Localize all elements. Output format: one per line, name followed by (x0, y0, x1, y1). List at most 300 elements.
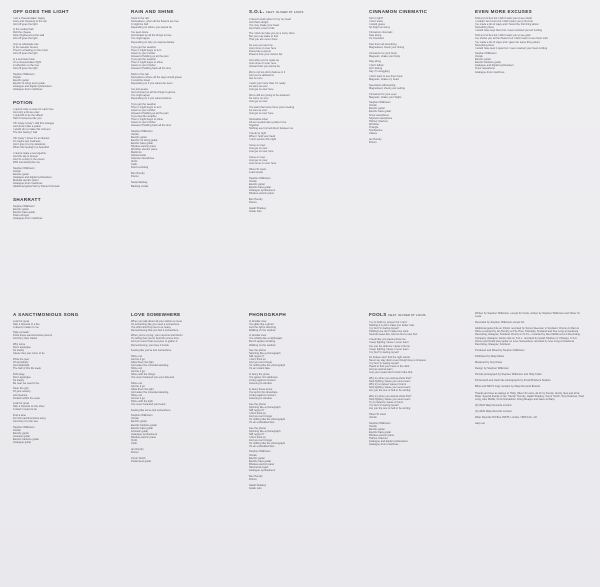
lyric-line: I would have kept it quiet but I never wanted your heart smiling (475, 46, 548, 50)
lyric-line: Just so wholesale role (13, 43, 39, 47)
lyric-line: Shine out (131, 393, 142, 397)
credit-line: Glockenspiel (131, 154, 146, 158)
lyric-line: You sprint into timeshare (249, 390, 278, 394)
credit-line: Cello (131, 163, 137, 167)
credit-line: Ian Hendry (131, 447, 144, 451)
liner-note: Mastered by Guy Davie (475, 361, 503, 365)
lyric-line: Come on over (249, 144, 266, 148)
column-3 (249, 9, 353, 213)
credit-line: Conor Smith (131, 457, 146, 461)
lyric-verse (131, 46, 235, 70)
lyric-line: A harp against moment (249, 393, 276, 397)
liner-note: Bibio and Will Hi rings remains by Warp Records Brands. (475, 385, 541, 389)
lyric-line: It's nothing like the phonograph (249, 417, 286, 421)
lyric-verse (131, 320, 235, 332)
song-title: PHONOGRAPH (249, 312, 287, 317)
lyric-line: Cinnamon for your eyes (369, 92, 397, 96)
lyric-line: Look for great (13, 319, 30, 323)
lyric-verse (369, 43, 473, 49)
lyric-line: And that's a fact of life (249, 26, 275, 30)
liner-note: Portrait photograph by Stephen Wilkinson and Holly Fuller (475, 373, 542, 377)
lyric-line: Listening to window (249, 397, 272, 400)
credit-line: Electric guitar (369, 428, 385, 432)
lyric-line: And off goes the light (13, 37, 38, 41)
credit-line: Electric guitar (13, 431, 29, 435)
lyric-line: I am a cheesemaker, happy (13, 16, 45, 20)
lyric-line: If you got the weather (131, 58, 157, 62)
lyric-line: Listen to your brother (131, 120, 156, 124)
credit-line: Additional guitar/ bar by Daniel Cornwell (13, 184, 60, 188)
credit-line: Stephen Wilkinson (249, 450, 271, 454)
lyric-line: Bunch apples smoking (249, 340, 276, 344)
credit-line: Modular electric piano (13, 178, 39, 182)
lyric-line: Come on over (249, 155, 266, 159)
lyric-verse (131, 73, 235, 85)
credit-line: Vocals (369, 424, 377, 428)
credit-line: Wurlitzer electric piano (131, 147, 158, 151)
lyric-line: And off goes the light (13, 52, 38, 56)
credit-line: Rhodes electric piano (249, 191, 275, 195)
lyric-line: Half of someone like you (13, 116, 42, 120)
lyric-line: The lost feeling I had (13, 131, 38, 135)
lyric-line: And the sky is forever (13, 154, 39, 158)
lyric-line: The half of this life week (13, 366, 41, 370)
lyric-line: It wasn't meant to be (13, 408, 37, 412)
lyric-line: When you're crying, your neurons and bloom (131, 334, 183, 338)
lyric-line: I keep fighting 'cause I never learn (369, 347, 409, 351)
lyric-line: And you can't forget (249, 438, 273, 442)
lyric-line: Depending on if you wanna believe (131, 97, 172, 101)
lyric-line: And you can't forget (249, 361, 273, 365)
lyric-line: Are you the one to hell or be sorting (369, 389, 411, 393)
lyric-line: It's something like you need a somewhere (131, 322, 180, 326)
lyric-verse (13, 152, 117, 164)
lyric-verse (131, 88, 235, 100)
lyric-verse (369, 75, 473, 81)
lyric-line: Listen to your mother (131, 52, 156, 56)
lyric-line: Roll the cheese (13, 31, 31, 35)
lyric-line: I try but I'm feeling myself (369, 404, 399, 408)
credit-line: Electric guitar (369, 107, 385, 111)
credit-line: Piano stringer (13, 214, 30, 218)
lyric-line: Depending on if you wanna be seen (131, 82, 173, 86)
lyric-verse (249, 349, 353, 370)
lyric-line: I try but I'm feeling myself (369, 362, 399, 366)
lyric-line: Why try when you wanna shoot first? (369, 377, 412, 381)
lyric-line: A reflection on the tree (13, 63, 40, 67)
lyric-line: Sort it right? (369, 16, 384, 20)
credit-line: Vocals (369, 104, 377, 108)
lyric-line: For this sanctimonious song (13, 416, 46, 420)
song-title: EVEN MORE EXCUSES (475, 9, 533, 14)
credit-line: Electric bass guitar (369, 431, 392, 435)
lyric-line: There's a floating on the moon (13, 49, 49, 53)
lyric-line: And let it go (131, 357, 145, 361)
lyric-line: And bury their claims (13, 337, 38, 341)
lyric-line: I don't think so (249, 411, 266, 415)
liner-note: Warp Records PO Box 25378, London, NW5 1GL, UK (475, 415, 538, 419)
lyric-line: And let it go (131, 397, 145, 400)
credit-line: Electric guitar (13, 208, 29, 212)
lyric-line: Sow them all something (369, 43, 397, 47)
lyric-line: Steer the grip (13, 387, 29, 391)
lyric-verse (249, 106, 353, 115)
lyric-verse (249, 388, 353, 400)
lyric-line: We're not too old to believe in it (249, 70, 286, 74)
lyric-line: See the phono (249, 349, 266, 353)
lyric-verse (369, 60, 473, 72)
lyric-line: Listening to window (249, 382, 272, 386)
lyric-line: It's nothing like the phonograph (249, 364, 286, 368)
lyric-line: Cause they can come to be (13, 352, 45, 356)
credit-line: Rhodes electric piano (131, 435, 157, 439)
lyric-verse (13, 358, 117, 370)
credit-line: Electric guitar (475, 58, 491, 62)
lyric-line: I can't survive this night (249, 138, 277, 142)
lyric-line: Dress like a stymie (249, 50, 271, 54)
liner-note: Written by Stephen Wilkinson, except for Fools, written by Stephen Wilkinson and Oliver St Louis. (475, 312, 580, 319)
lyric-line: You might agree (131, 37, 150, 41)
credit-line: Analogue and digital synthesisers (13, 84, 52, 88)
lyric-line: Be near we need to be (13, 381, 40, 385)
lyric-line: I don't think so (249, 435, 266, 439)
lyric-line: Skin a firework or a fire (13, 322, 40, 326)
lyric-line: I could lift to be the silliest (13, 113, 43, 117)
lyric-verse (131, 382, 235, 406)
lyric-line: Pride the peer (13, 357, 30, 361)
lyric-line: Stop fighting 'cause you never learn (369, 398, 411, 401)
lyric-verse (13, 17, 117, 26)
lyric-line: Then it might begin to turn (131, 49, 162, 53)
lyric-line: And only a bit we enter (13, 110, 40, 114)
lyric-line: See the phono (249, 426, 266, 430)
credit-line: Lead vocals (249, 170, 263, 174)
lyric-line: Instead how you wanna be (249, 64, 280, 68)
lyric-verse (369, 338, 473, 353)
lyric-line: Something there (475, 25, 495, 29)
lyric-line: Magnetic, shake your body (369, 54, 401, 58)
column-8 (249, 312, 353, 490)
lyric-line: You may shake your head (249, 23, 279, 27)
lyric-line: It could be loved (131, 79, 150, 83)
lyric-line: It doesn't matter to me (13, 325, 39, 329)
credit-line: Electric guitar (249, 456, 265, 460)
credit-line: Vocals (249, 179, 257, 183)
credit-line: Electric bass guitar (249, 459, 272, 463)
lyric-line: Starting it is don't make one better man (369, 323, 415, 327)
credit-line: Analogue synthesisers (249, 188, 276, 192)
credit-line: Analogue guitar (13, 440, 32, 444)
lyric-line: Somewhere, when all the flowers are free (131, 19, 179, 23)
lyric-verse (249, 82, 353, 91)
lyric-verse (249, 94, 353, 103)
lyric-line: I cannot write a verse for each time (13, 107, 54, 111)
credit-line: Vocals (249, 453, 257, 457)
lyric-line: You never believed you heard (131, 403, 166, 407)
lyric-verse (249, 403, 353, 424)
lyric-line: And it's a drop in the ocean (13, 157, 45, 161)
lyric-line: Don't apologise (13, 346, 31, 350)
lyric-verse (13, 331, 117, 340)
credit-line: Hohner Clavinet (369, 119, 388, 123)
lyric-line: In familiar view (249, 319, 267, 323)
lyric-line: I would do no make this moment (13, 128, 51, 132)
lyric-line: Still regret it? (249, 432, 265, 436)
lyric-line: Shine out (131, 354, 142, 358)
lyric-line: Magnetic, shake your thighs (369, 95, 402, 99)
lyric-line: I want your more than I'm ready (249, 82, 286, 86)
credit-line: Electric baritone guitar (475, 61, 501, 65)
lyric-line: Together (249, 123, 260, 127)
lyric-line: Sounds sweet like cold ice find a new hurt (369, 332, 418, 336)
liner-note: Thanks and love as always to Holly, Oliver St Louis, all of my friends, family, fans and all at Warp. Special thanks to Ian "Vandy" Hendry, Isaiah Sharkey, Conor Smith, Tony Dudman, Paul Long, Alex Moffat, Chris Donaldson, Doug Meagre and Dave at Warp. (475, 391, 584, 401)
credit-line: Analogue drum machines (13, 87, 43, 91)
lyric-verse (369, 93, 473, 99)
credit-line: Drums (369, 140, 377, 144)
lyric-line: See the phono (249, 402, 266, 406)
lyric-line: Of your anxiety (13, 390, 31, 394)
lyric-verse (249, 18, 353, 30)
lyric-line: With somebody like me (13, 161, 40, 165)
credit-line: Analogue and digital synthesisers (475, 64, 514, 68)
lyric-line: And when you're made up (249, 58, 280, 62)
lyric-line: Instead of holding back all the time (131, 124, 172, 128)
lyric-line: But you may wake to find (249, 35, 279, 39)
credit-line: Tambourine (369, 128, 383, 132)
credit-line: Pedal steel guitar (131, 460, 152, 464)
credit-line: Oliver St Louis (249, 167, 266, 171)
lyric-line: It feels so right (249, 132, 266, 136)
lyric-line: I cannot make a tea together (13, 151, 47, 155)
lyric-line: Just come on over here (249, 161, 277, 165)
lyric-line: Magnetic, shake my head (369, 78, 399, 82)
song-title (249, 9, 353, 16)
lyric-line: It's cinematic (369, 37, 384, 41)
credit-line: Electric guitar (13, 78, 29, 82)
credit-line: Vocals (131, 417, 139, 421)
lyric-line: It's nothing like the phonograph (249, 441, 286, 445)
lyric-line: It might be half (131, 22, 149, 26)
lyric-line: Just get on over (249, 158, 268, 162)
lyric-line: On a cheesemaker flight (13, 60, 42, 64)
lyric-line: So even you and me (249, 44, 273, 48)
liner-note: Published by Warp Music (475, 354, 505, 358)
lyric-line: Are you the one to hell or be sorting (369, 407, 411, 411)
lyric-line: When I hold your hand (249, 135, 276, 139)
lyric-line: Remembering, you have it inside (131, 343, 169, 347)
lyric-line: In fancy these tunes (249, 387, 273, 391)
lyric-line: Ain't ticking (369, 66, 383, 70)
credit-line: Isaiah Sharkey (249, 207, 267, 211)
credit-line: Stephen Wilkinson (131, 414, 153, 418)
lyric-line: And you're allowed to (249, 73, 274, 77)
lyric-line: And off goes the light (13, 67, 38, 71)
credit-line: Stephen Wilkinson (13, 72, 35, 76)
lyric-verse (13, 137, 117, 149)
column-2 (131, 9, 235, 188)
lyric-verse (249, 44, 353, 56)
credit-line: Ian Hendry (369, 137, 382, 141)
lyric-line: And you can't forget (249, 414, 273, 418)
lyric-verse (369, 356, 473, 374)
credit-line: Vocals (13, 75, 21, 79)
credit-line: Violin (131, 160, 138, 164)
lyric-line: I try to hold my temper but I can't (369, 320, 407, 324)
lyric-verse (131, 355, 235, 379)
credit-line: Hammond organ (249, 465, 269, 469)
lyric-line: Skin a firework on the shoe (13, 405, 45, 409)
lyric-line: If you feel the weather (131, 114, 157, 118)
lyric-line: Listen to your mother (131, 108, 156, 112)
lyric-verse (13, 343, 117, 355)
lyric-verse (131, 409, 235, 412)
lyric-line: 'Oh lovely' I knew it's an illusion (13, 137, 50, 141)
credit-line: Electric baritone guitar (131, 423, 157, 427)
credit-line: Neale Mackay (131, 181, 148, 185)
credit-line: Isaiah Sharkey (249, 484, 267, 487)
liner-note: (P) 2022 Warp Records Limited (475, 403, 512, 407)
lyric-line: All we needed was a place to be (249, 120, 287, 124)
lyric-verse (369, 377, 473, 392)
lyric-line: I couldn't let it burn but I didn't want you to find out (475, 19, 533, 23)
lyric-line: A harp against moment (249, 379, 276, 383)
lyric-line: And diabolical (13, 363, 30, 367)
lyric-line: Juicy and cheesing to the top (13, 19, 47, 23)
credit-line: Mellotron (131, 150, 142, 154)
credit-line: Electric guitar (13, 172, 29, 176)
lyric-line: I've made a list of ways and I found the first thing about (475, 22, 539, 26)
credit-line: Vocals (13, 169, 21, 173)
lyric-verse (13, 43, 117, 55)
song-title (369, 312, 473, 319)
lyric-line: And show it like a potion (13, 125, 42, 129)
lyric-verse (131, 17, 235, 29)
lyric-line: You never believed you even listened (131, 376, 175, 380)
lyric-line: Stop fighting 'cause you never learn (369, 380, 411, 384)
lyric-line: Shine out (131, 366, 142, 370)
lyric-line: Walking on the window (249, 328, 276, 332)
credit-line: Drums (131, 450, 139, 454)
lyric-line: Why try to defeat 'cause it burns (369, 383, 407, 387)
lyric-line: Instead of holding back all the time (131, 67, 172, 71)
lyric-line: Somewhat silver (249, 117, 269, 121)
lyric-verse (131, 103, 235, 127)
lyric-line: Just get on over (249, 100, 268, 104)
credit-line: Violin (131, 438, 138, 442)
lyric-verse (249, 320, 353, 332)
lyric-line: Look for great (13, 402, 30, 406)
lyric-line: As sane as ever (249, 85, 268, 89)
lyric-line: Say I'm struggling (369, 69, 390, 73)
lyric-line: It's an embedded face (249, 444, 275, 448)
lyric-verse (475, 17, 585, 32)
lyric-line: Heard to find your heart in the dark (369, 365, 410, 369)
song-title: SHARRATT (13, 197, 41, 202)
lyric-line: It doesn't work when I'm by my head (249, 17, 291, 21)
liner-note: Portsmouth and track title photographs by Frank Brothers Studios (475, 379, 551, 383)
song-title-main: S.O.L. (249, 9, 265, 14)
lyric-line: Drink these sanctimonious poems (13, 334, 53, 338)
lyric-line: I don't think so (249, 358, 266, 362)
lyric-line: I've made a list of ways and I gave the same thing about (475, 40, 540, 44)
lyric-line: So bright so funny (369, 25, 390, 29)
lyric-line: Allow them the light (131, 360, 154, 364)
lyric-line: Holding love don't make love work (369, 329, 409, 333)
lyric-line: Just come on over here (249, 47, 277, 51)
liner-note: Produced and Mixed by Stephen Wilkinson (475, 348, 525, 352)
credit-line: Vocals (475, 55, 483, 59)
lyric-line: Instead of holding up all the pain (131, 111, 169, 115)
credit-line: Stephen Wilkinson (13, 166, 35, 170)
lyric-verse (249, 156, 353, 165)
lyric-line: The mind can take you on a merry drive (249, 32, 295, 36)
liner-note: warp.net (475, 422, 485, 426)
lyric-line: And I give it to my delusions (13, 143, 46, 147)
lyric-verse (13, 414, 117, 423)
lyric-line: Shine with the things (131, 373, 156, 377)
lyric-verse (475, 34, 585, 49)
lyric-line: Just get on over here (249, 88, 274, 92)
lyric-line: I've seen stone (131, 31, 149, 35)
lyric-line: 'Oh lovely, lovely' I told this stranger (13, 122, 55, 126)
credit-line: Tenor saxophone (475, 67, 495, 71)
lyric-line: I don't follow (369, 63, 384, 67)
lyric-line: Just your meant don't know it like that (369, 371, 413, 375)
credit-line: Electric 12 string guitar (131, 138, 158, 142)
lyric-line: I would guess (369, 22, 385, 26)
lyric-line: Or maybe just madness (13, 140, 41, 144)
credit-line: Analogue and digital synthesisers (369, 440, 408, 444)
lyric-line: You want that some fines you're feeling (249, 105, 295, 109)
lyric-line: Walking on the window (249, 343, 276, 347)
lyric-line: And off goes the light (13, 22, 38, 26)
lyric-line: And the light's diverting (249, 325, 276, 329)
column-6 (13, 312, 117, 444)
credit-line: Vocals (13, 428, 21, 432)
lyric-line: That you are never there (249, 38, 278, 42)
lyric-line: Remembering that you feel it somewhere (131, 328, 179, 332)
lyric-verse (369, 84, 473, 90)
credit-line: Vocals (369, 415, 377, 419)
lyric-line: Listen to your brother (131, 64, 156, 68)
credit-line: Electric bass guitar (131, 426, 154, 430)
lyric-line: As sure as ever (249, 108, 268, 112)
lyric-line: Find a lane (13, 413, 26, 417)
liner-note: Additional guitar bits on Potion recorded by Simon Gleeman in Scotland. Drums on Rain & Shine recorded by Ian Hendry at The Hive, Kirkcaldy, Scotland and Sue Long at Gardenia Recording, Glasgow, Scotland. Drums on S.O.L. recorded by Alex Moffat at Lo-fi Recording Company, Glasgow. Guitar solo on S.O.L. recorded by Isaiah Sharkey in Chicago, U.S.A. Drums and Pedal steel guitar on Love Somewhere recorded by Ivan Long at Gardenia Recording, Glasgow, Scotland. (475, 327, 580, 346)
lyric-line: Magnetised, check your timing (369, 46, 405, 50)
lyric-verse (249, 373, 353, 385)
lyric-line: I've shown you all the flowers but I didn't want to see them sold (475, 37, 548, 41)
column-7 (131, 312, 235, 463)
liner-notes (475, 312, 585, 428)
lyric-line: Slow brightened at the wall (13, 34, 45, 38)
lyric-verse (13, 108, 117, 120)
lyric-line: So broken can't find the right words (369, 356, 410, 360)
credit-line: Drums (131, 175, 139, 179)
lyric-verse (369, 52, 473, 58)
lyric-verse (13, 122, 117, 134)
credit-line: Drums (249, 477, 257, 481)
lyric-line: And looked up all the things to lose (131, 34, 172, 38)
lyric-line: It's an embedded face (249, 420, 275, 424)
credit-line: Triangle (369, 125, 379, 129)
lyric-line: Spinning like a phonograph (249, 429, 281, 433)
lyric-line: Rock in the rain (131, 73, 150, 77)
lyric-line: Stop fighting 'cause you never learn (369, 386, 411, 390)
lyric-verse (249, 32, 353, 41)
credit-line: Acoustic guitar (131, 429, 149, 433)
credit-line: Electric bass guitar (131, 141, 154, 145)
